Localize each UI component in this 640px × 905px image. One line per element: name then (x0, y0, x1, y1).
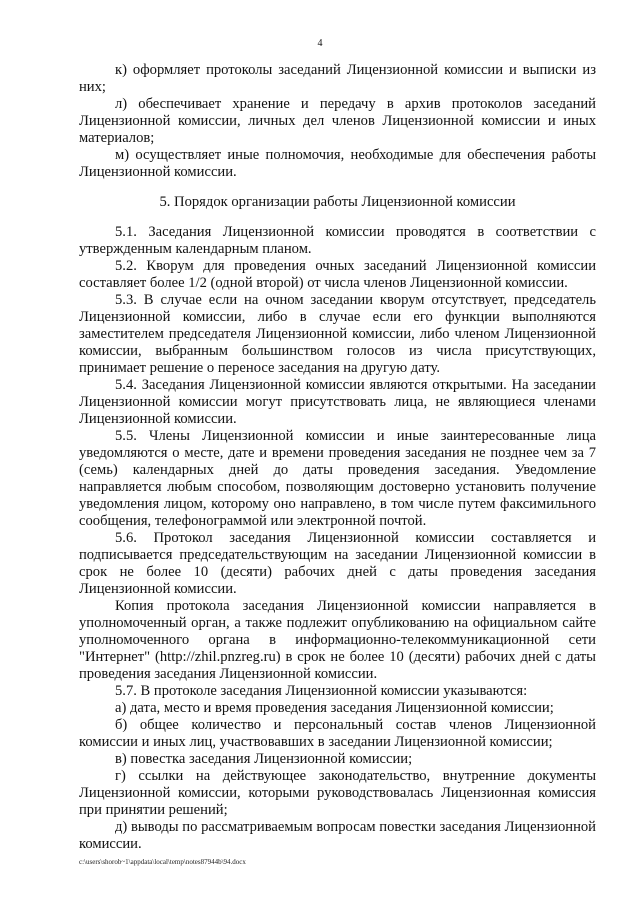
paragraph-5-7: 5.7. В протоколе заседания Лицензионной комиссии указываются: (115, 683, 528, 699)
paragraph-5-1: 5.1. Заседания Лицензионной комиссии проводятся в соответствии с утвержденным календарным планом. (79, 224, 596, 257)
paragraph-5-4: 5.4. Заседания Лицензионной комиссии являются открытыми. На заседании Лицензионной комиссии могут присутствовать лица, не являющиеся членами Лицензионной комиссии. (79, 377, 596, 427)
paragraph-5-6: 5.6. Протокол заседания Лицензионной комиссии составляется и подписывается председательствующим на заседании Лицензионной комиссии в срок не более 10 (десяти) рабочих дней с даты проведения заседания Лицензионной комиссии. (79, 530, 596, 597)
list-item-l: л) обеспечивает хранение и передачу в архив протоколов заседаний Лицензионной комиссии, личных дел членов Лицензионной комиссии и иных материалов; (79, 96, 596, 146)
document-body (79, 62, 596, 853)
list-item-g: г) ссылки на действующее законодательство, внутренние документы Лицензионной комиссии, которыми руководствовалась Лицензионная комиссия при принятии решений; (79, 768, 596, 818)
list-item-b: б) общее количество и персональный состав членов Лицензионной комиссии и иных лиц, участвовавших в заседании Лицензионной комиссии; (79, 717, 596, 750)
section-title: 5. Порядок организации работы Лицензионной комиссии (159, 194, 516, 210)
page-number: 4 (317, 38, 323, 49)
footer-file-path: c:\users\shorob~1\appdata\local\temp\notes87944b\94.docx (79, 858, 246, 866)
list-item-v: в) повестка заседания Лицензионной комиссии; (115, 751, 413, 767)
paragraph-5-3: 5.3. В случае если на очном заседании кворум отсутствует, председатель Лицензионной комиссии, либо в случае если его функции выполняются заместителем председателя Лицензионной комиссии, либо членом Лицензионной комиссии, выбранным большинством голосов из числа присутствующих, принимает решение о переносе заседания на другую дату. (79, 292, 596, 376)
list-item-a: а) дата, место и время проведения заседания Лицензионной комиссии; (115, 700, 554, 716)
list-item-d: д) выводы по рассматриваемым вопросам повестки заседания Лицензионной комиссии. (79, 819, 596, 852)
paragraph-protocol-copy: Копия протокола заседания Лицензионной комиссии направляется в уполномоченный орган, а также подлежит опубликованию на официальном сайте уполномоченного органа в информационно-телекоммуникационной сети "Интернет" (http://zhil.pnzreg.ru) в срок не более 10 (десяти) рабочих дней с даты проведения заседания Лицензионной комиссии. (79, 598, 596, 682)
list-item-m: м) осуществляет иные полномочия, необходимые для обеспечения работы Лицензионной комиссии. (79, 147, 596, 180)
paragraph-5-2: 5.2. Кворум для проведения очных заседаний Лицензионной комиссии составляет более 1/2 (одной второй) от числа членов Лицензионной комиссии. (79, 258, 596, 291)
paragraph-5-5: 5.5. Члены Лицензионной комиссии и иные заинтересованные лица уведомляются о месте, дате и времени проведения заседания не позднее чем за 7 (семь) календарных дней до даты проведения заседания. Уведомление направляется любым способом, позволяющим достоверно установить получение уведомления лицом, которому оно направлено, в том числе путем факсимильного сообщения, телефонограммой или электронной почтой. (79, 428, 596, 529)
list-item-k: к) оформляет протоколы заседаний Лицензионной комиссии и выписки из них; (79, 62, 596, 95)
